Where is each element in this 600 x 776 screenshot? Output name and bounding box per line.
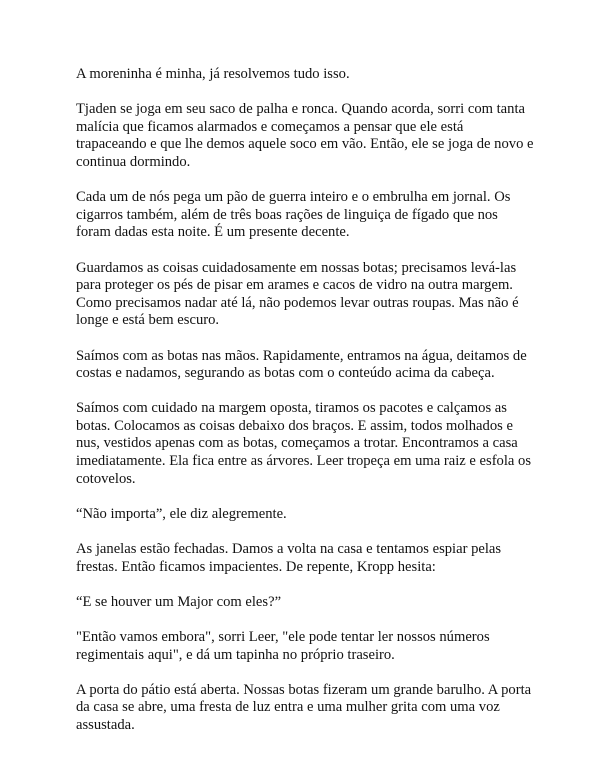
paragraph-1: A moreninha é minha, já resolvemos tudo isso. [76, 66, 350, 82]
paragraph-10: "Então vamos embora", sorri Leer, "ele pode tentar ler nossos números regimentais aqui", e dá um tapinha no próprio traseiro. [76, 629, 490, 663]
paragraph-5: Saímos com as botas nas mãos. Rapidamente, entramos na água, deitamos de costas e nadamos, segurando as botas com o conteúdo acima da cabeça. [76, 347, 527, 382]
paragraph-9: “E se houver um Major com eles?” [76, 593, 282, 610]
paragraph-4: Guardamos as coisas cuidadosamente em nossas botas; precisamos levá-las para proteger os pés de pisar em arames e cacos de vidro na outra margem. Como precisamos nadar até lá, não podemos levar outras roupas. Mas não é longe e está bem escuro. [76, 259, 519, 329]
paragraph-2: Tjaden se joga em seu saco de palha e ronca. Quando acorda, sorri com tanta malícia que ficamos alarmados e começamos a pensar que ele está trapaceando e que lhe demos aquele soco em vão. Então, ele se joga de novo e continua dormindo. [76, 101, 534, 170]
paragraph-7: “Não importa”, ele diz alegremente. [76, 505, 287, 522]
paragraph-11: A porta do pátio está aberta. Nossas botas fizeram um grande barulho. A porta da casa se abre, uma fresta de luz entra e uma mulher grita com uma voz assustada. [76, 681, 532, 733]
paragraph-8: As janelas estão fechadas. Damos a volta na casa e tentamos espiar pelas frestas. Então ficamos impacientes. De repente, Kropp hesita: [76, 541, 502, 575]
paragraph-3: Cada um de nós pega um pão de guerra inteiro e o embrulha em jornal. Os cigarros também, além de três boas rações de linguiça de fígado que nos foram dadas esta noite. É um presente decente. [76, 189, 511, 241]
paragraph-6: Saímos com cuidado na margem oposta, tiramos os pacotes e calçamos as botas. Colocamos as coisas debaixo dos braços. E assim, todos molhados e nus, vestidos apenas com as botas, começamos a trotar. Encontramos a casa imediatamente. Ela fica entre as árvores. Leer tropeça em uma raiz e esfola os cotovelos. [76, 400, 532, 487]
document-page [76, 66, 536, 752]
